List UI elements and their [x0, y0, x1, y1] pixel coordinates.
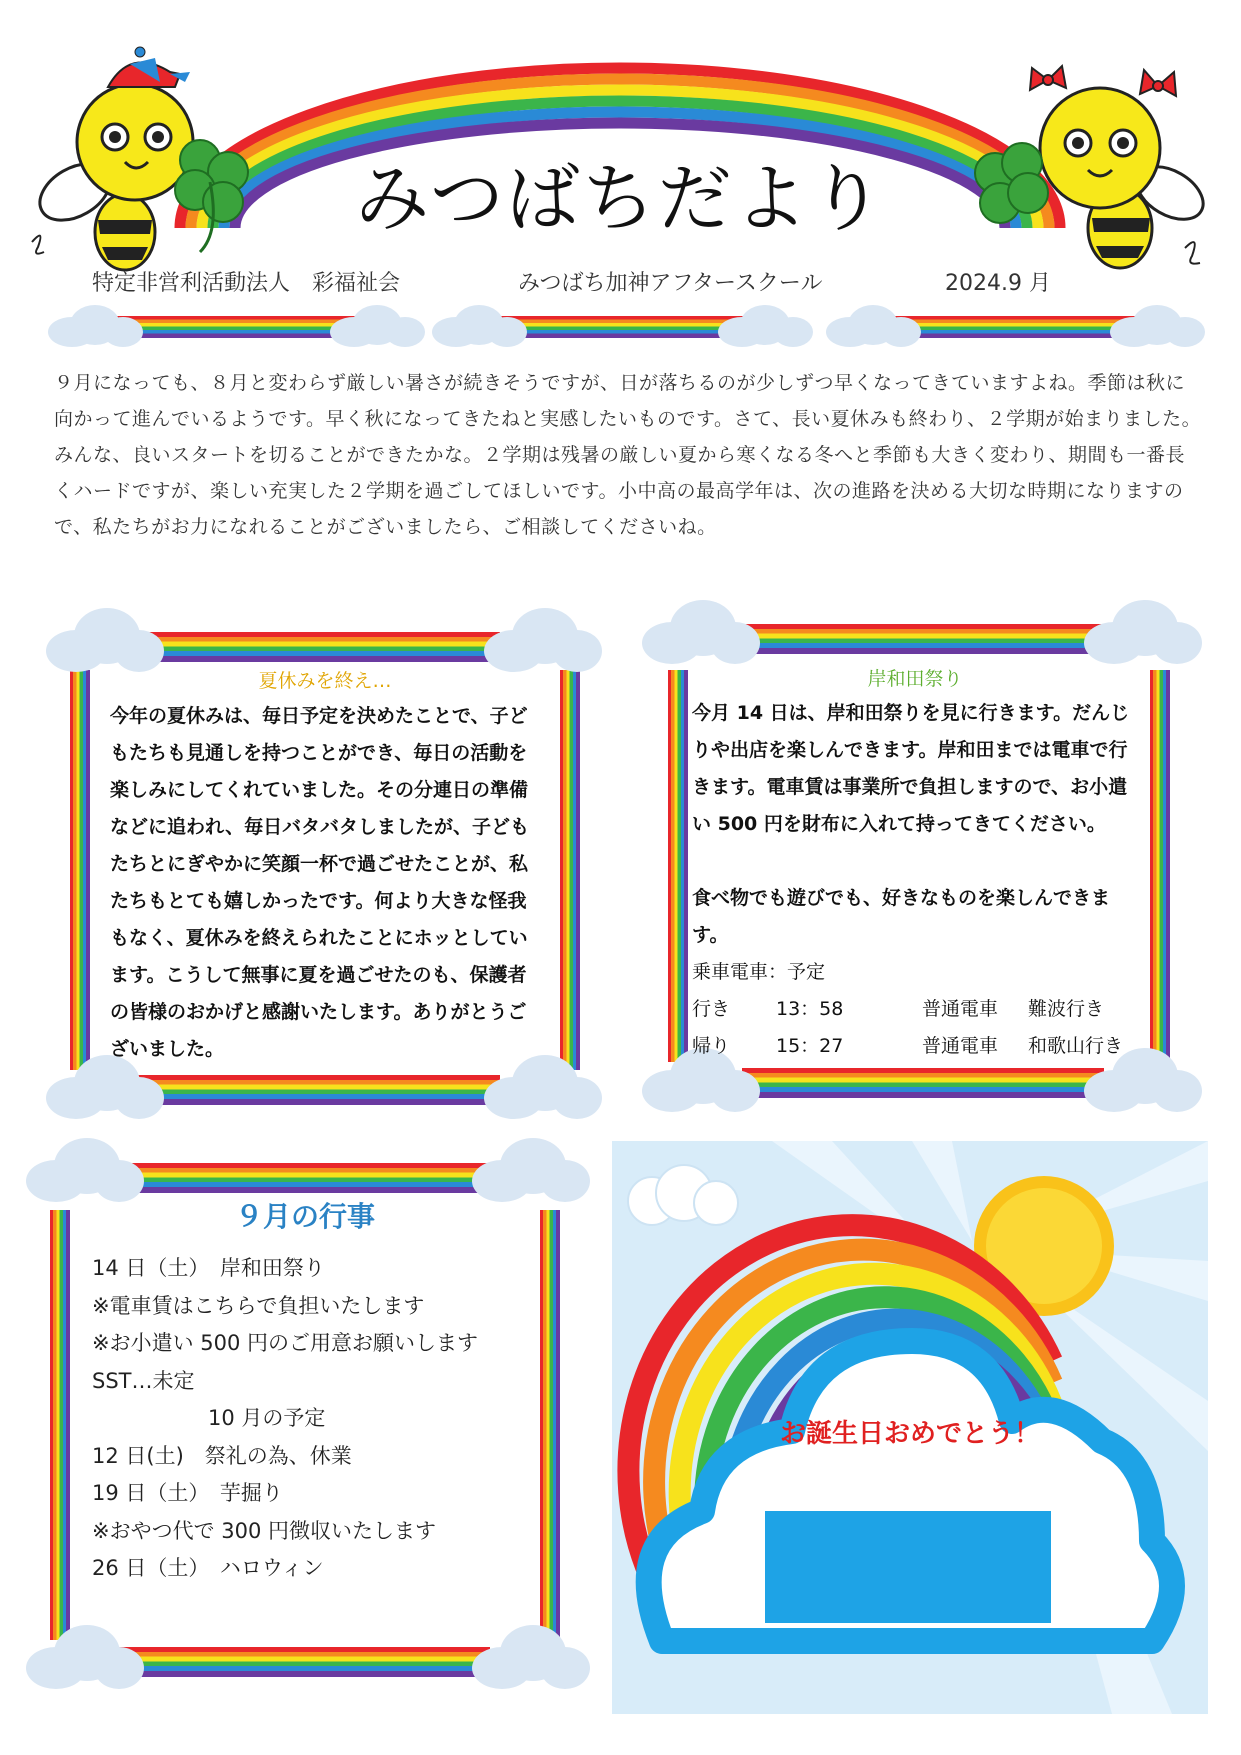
- festival-box-text-2: 食べ物でも遊びでも、好きなものを楽しんできます。: [692, 887, 1111, 946]
- event-line: 19 日（土） 芋掘り: [92, 1481, 283, 1505]
- event-line: 26 日（土） ハロウィン: [92, 1556, 324, 1580]
- train-direction: 帰り: [692, 1035, 731, 1057]
- event-line: 14 日（土） 岸和田祭り: [92, 1256, 325, 1280]
- train-destination: 和歌山行き: [1028, 1035, 1124, 1057]
- summer-box-text: 今年の夏休みは、毎日予定を決めたことで、子どもたちも見通しを持つことができ、毎日の活動を楽しみにしてくれていました。その分連日の準備などに追われ、毎日バタバタしましたが、子どもたちとにぎやかに笑顔一杯で過ごせたことが、私たちもとても嬉しかったです。何より大きな怪我もなく、夏休みを終えられたことにホッとしています。こうして無事に夏を過ごせたのも、保護者の皆様のおかげと感謝いたします。ありがとうございました。: [110, 705, 529, 1060]
- summer-box-title: 夏休みを終え…: [258, 670, 392, 692]
- events-box-title: ９月の行事: [234, 1200, 375, 1233]
- event-line: ※電車賃はこちらで負担いたします: [92, 1293, 425, 1318]
- train-direction: 行き: [692, 998, 731, 1020]
- page-title: みつばちだより: [355, 156, 886, 242]
- issue-date: 2024.9 月: [945, 271, 1051, 296]
- intro-paragraph: ９月になっても、８月と変わらず厳しい暑さが続きそうですが、日が落ちるのが少しずつ早くなってきていますよね。季節は秋に向かって進んでいるようです。早く秋になってきたねと実感したいものです。さて、長い夏休みも終わり、２学期が始まりました。みんな、良いスタートを切ることができたかな。２学期は残暑の厳しい夏から寒くなる冬へと季節も大きく変わり、期間も一番長くハードですが、楽しい充実した２学期を過ごしてほしいです。小中高の最高学年は、次の進路を決める大切な時期になりますので、私たちがお力になれることがございましたら、ご相談してくださいね。: [54, 372, 1202, 538]
- train-type: 普通電車: [922, 1035, 999, 1057]
- train-row: [692, 991, 1152, 1028]
- train-time: 15：27: [776, 1035, 844, 1057]
- birthday-card: [612, 1141, 1208, 1714]
- train-row: [692, 1028, 1152, 1065]
- birthday-title: お誕生日おめでとう！: [779, 1419, 1040, 1449]
- train-time: 13：58: [776, 998, 844, 1020]
- festival-box-title: 岸和田祭り: [867, 668, 963, 690]
- train-heading: 乗車電車：予定: [692, 961, 826, 983]
- train-type: 普通電車: [922, 998, 999, 1020]
- event-line: ※おやつ代で 300 円徴収いたします: [92, 1518, 437, 1543]
- organization-name: 特定非営利活動法人 彩福祉会: [92, 271, 401, 296]
- event-line: SST…未定: [92, 1368, 195, 1393]
- birthday-name-area: [765, 1511, 1051, 1623]
- events-list: [92, 1250, 532, 1588]
- event-subheading: 10 月の予定: [208, 1406, 326, 1430]
- school-name: みつばち加神アフタースクール: [518, 271, 823, 296]
- train-destination: 難波行き: [1028, 998, 1105, 1020]
- festival-box-text: 今月 14 日は、岸和田祭りを見に行きます。だんじりや出店を楽しんできます。岸和田までは電車で行きます。電車賃は事業所で負担しますので、お小遣い 500 円を財布に入れて持ってきてください。: [692, 702, 1130, 835]
- event-line: 12 日(土) 祭礼の為、休業: [92, 1443, 352, 1468]
- event-line: ※お小遣い 500 円のご用意お願いします: [92, 1331, 479, 1355]
